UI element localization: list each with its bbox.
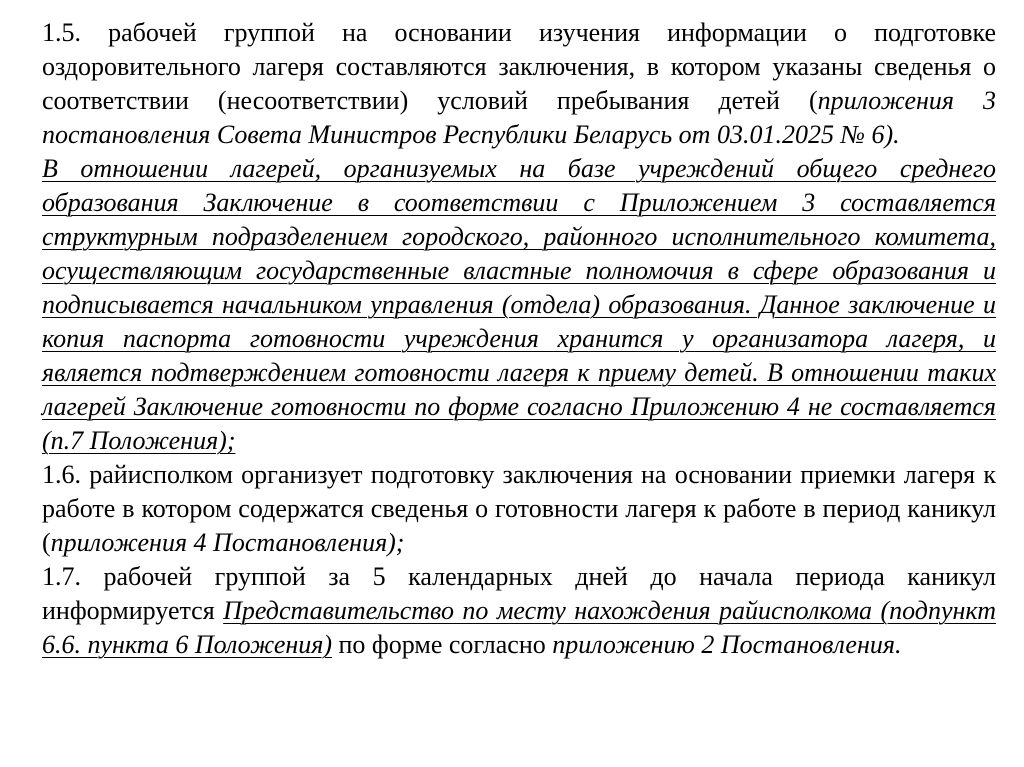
paragraph-underlined-note: В отношении лагерей, организуемых на базе учреждений общего среднего образования Заключение в соответствии с Приложением 3 составляется структурным подразделением городского, районного исполнительного комитета, осуществляющим государственные властные полномочия в сфере образования и подписывается начальником управления (отдела) образования. Данное заключение и копия паспорта готовности учреждения хранится у организатора лагеря, и является подтверждением готовности лагеря к приему детей. В отношении таких лагерей Заключение готовности по форме согласно Приложению 4 не составляется (п.7 Положения); <box>42 154 996 455</box>
item-number: 1.5. <box>42 18 81 47</box>
paragraph-text: рабочей группой на основании изучения информации о подготовке оздоровительного лагеря составляются заключения, в котором указаны сведенья о соответствии (несоответствии) условий пребывания детей ( <box>42 18 996 115</box>
reference-italic: приложению 2 Постановления. <box>552 630 902 659</box>
item-number: 1.7. <box>42 562 81 591</box>
reference-underlined: Представительство по месту нахождения райисполкома (подпункт 6.6. пункта 6 Положения) <box>42 596 996 659</box>
reference-italic: приложения 3 постановления Совета Министров Республики Беларусь от 03.01.2025 № 6). <box>42 86 997 149</box>
paragraph-1-5 <box>42 16 996 152</box>
paragraph-1-6 <box>42 458 996 560</box>
reference-italic: приложения 4 Постановления); <box>50 528 405 557</box>
item-number: 1.6. <box>42 460 81 489</box>
paragraph-1-7 <box>42 560 996 662</box>
paragraph-text: райисполком организует подготовку заключения на основании приемки лагеря к работе в котором содержатся сведенья о готовности лагеря к работе в период каникул ( <box>42 460 996 557</box>
paragraph-text-continued: по форме согласно <box>332 630 553 659</box>
document-body <box>42 16 996 662</box>
paragraph-text: рабочей группой за 5 календарных дней до начала периода каникул информируется <box>42 562 996 625</box>
